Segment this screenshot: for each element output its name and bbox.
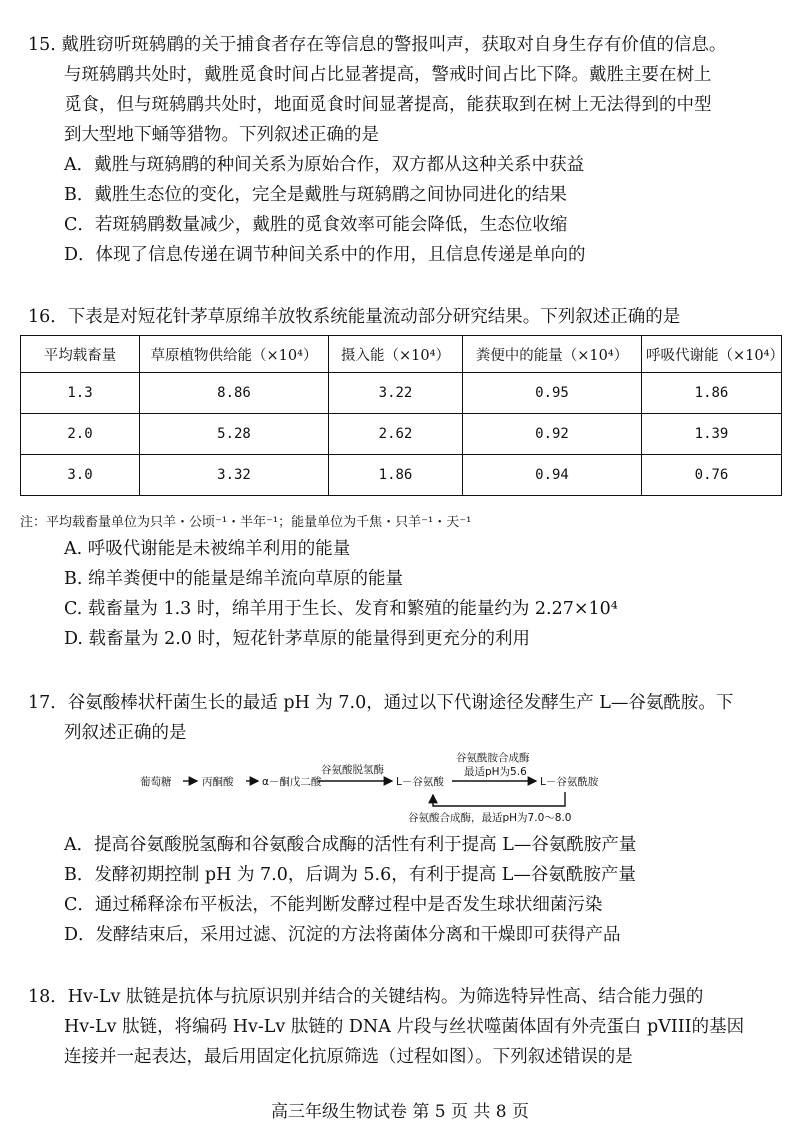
glucose-label: 葡萄糖 bbox=[140, 776, 172, 788]
table-header-cell: 粪便中的能量（×10⁴） bbox=[463, 336, 642, 373]
question-17 bbox=[28, 688, 780, 748]
q16-option-c: C. 载畜量为 1.3 时，绵羊用于生长、发育和繁殖的能量约为 2.27×10⁴ bbox=[64, 599, 618, 619]
q18-stem-line-1: 18．Hv-Lv 肽链是抗体与抗原识别并结合的关键结构。为筛选特异性高、结合能力强的 bbox=[28, 987, 704, 1007]
table-header-cell: 呼吸代谢能（×10⁴） bbox=[642, 336, 782, 373]
q16-options bbox=[28, 534, 780, 654]
enzyme-glu-synthase-label: 谷氨酸合成酶，最适pH为7.0～8.0 bbox=[408, 812, 572, 824]
q16-option-a: A. 呼吸代谢能是未被绵羊利用的能量 bbox=[64, 539, 351, 559]
page-footer: 高三年级生物试卷 第 5 页 共 8 页 bbox=[270, 1102, 530, 1122]
table-cell: 2.62 bbox=[329, 414, 463, 455]
table-header-cell: 草原植物供给能（×10⁴） bbox=[140, 336, 329, 373]
table-row bbox=[21, 414, 782, 455]
table-row bbox=[21, 455, 782, 496]
table-note: 注：平均载畜量单位为只羊・公顷⁻¹・半年⁻¹；能量单位为千焦・只羊⁻¹・天⁻¹ bbox=[20, 515, 472, 530]
q16-option-d: D. 载畜量为 2.0 时，短花针茅草原的能量得到更充分的利用 bbox=[64, 629, 530, 649]
table-header-cell: 平均载畜量 bbox=[21, 336, 140, 373]
q17-stem-line-1: 17．谷氨酸棒状杆菌生长的最适 pH 为 7.0，通过以下代谢途径发酵生产 L—谷氨酰胺。下 bbox=[28, 693, 734, 713]
q16-option-b: B. 绵羊粪便中的能量是绵羊流向草原的能量 bbox=[64, 569, 403, 589]
enzyme-gln-synthetase-label: 谷氨酰胺合成酶 bbox=[456, 752, 530, 764]
arrow-gln-glu-feedback bbox=[433, 792, 565, 806]
pyruvate-label: 丙酮酸 bbox=[202, 776, 234, 788]
table-cell: 3.22 bbox=[329, 373, 463, 414]
q16-stem: 16．下表是对短花针茅草原绵羊放牧系统能量流动部分研究结果。下列叙述正确的是 bbox=[28, 307, 681, 327]
table-header-cell: 摄入能（×10⁴） bbox=[329, 336, 463, 373]
table-cell: 0.95 bbox=[463, 373, 642, 414]
q15-option-a: A．戴胜与斑鸫鹛的种间关系为原始合作，双方都从这种关系中获益 bbox=[64, 155, 585, 175]
table-cell: 0.94 bbox=[463, 455, 642, 496]
q15-option-d: D．体现了信息传递在调节种间关系中的作用，且信息传递是单向的 bbox=[64, 245, 586, 265]
q15-option-c: C．若斑鸫鹛数量减少，戴胜的觅食效率可能会降低，生态位收缩 bbox=[64, 215, 568, 235]
table-cell: 1.3 bbox=[21, 373, 140, 414]
table-cell: 1.86 bbox=[329, 455, 463, 496]
table-cell: 1.39 bbox=[642, 414, 782, 455]
ph-56-label: 最适pH为5.6 bbox=[464, 766, 527, 778]
q15-stem-line-2: 与斑鸫鹛共处时，戴胜觅食时间占比显著提高，警戒时间占比下降。戴胜主要在树上 bbox=[64, 65, 712, 85]
table-cell: 3.32 bbox=[140, 455, 329, 496]
table-cell: 2.0 bbox=[21, 414, 140, 455]
q17-options bbox=[28, 830, 780, 950]
table-header-row bbox=[21, 336, 782, 373]
table-cell: 8.86 bbox=[140, 373, 329, 414]
q17-option-b: B．发酵初期控制 pH 为 7.0，后调为 5.6，有利于提高 L—谷氨酰胺产量 bbox=[64, 865, 636, 885]
table-cell: 0.92 bbox=[463, 414, 642, 455]
question-15 bbox=[28, 30, 780, 270]
enzyme-glu-dehydrogenase-label: 谷氨酸脱氢酶 bbox=[321, 764, 384, 776]
energy-flow-table bbox=[20, 335, 782, 496]
q17-option-d: D．发酵结束后，采用过滤、沉淀的方法将菌体分离和干燥即可获得产品 bbox=[64, 925, 621, 945]
gln-label: L－谷氨酰胺 bbox=[540, 776, 599, 788]
question-16 bbox=[28, 302, 780, 332]
table-cell: 5.28 bbox=[140, 414, 329, 455]
q17-option-c: C．通过稀释涂布平板法，不能判断发酵过程中是否发生球状细菌污染 bbox=[64, 895, 603, 915]
glu-label: L－谷氨酸 bbox=[396, 776, 444, 788]
table-cell: 3.0 bbox=[21, 455, 140, 496]
metabolic-pathway-diagram bbox=[140, 748, 660, 828]
akg-label: α－酮戊二酸 bbox=[262, 776, 322, 788]
q18-stem-line-3: 连接并一起表达，最后用固定化抗原筛选（过程如图）。下列叙述错误的是 bbox=[64, 1047, 633, 1067]
table-cell: 1.86 bbox=[642, 373, 782, 414]
q15-stem-line-3: 觅食，但与斑鸫鹛共处时，地面觅食时间显著提高，能获取到在树上无法得到的中型 bbox=[64, 95, 712, 115]
q15-stem-line-4: 到大型地下蛹等猎物。下列叙述正确的是 bbox=[64, 125, 379, 145]
q17-option-a: A．提高谷氨酸脱氢酶和谷氨酸合成酶的活性有利于提高 L—谷氨酰胺产量 bbox=[64, 835, 637, 855]
q15-stem-line-1: 15. 戴胜窃听斑鸫鹛的关于捕食者存在等信息的警报叫声，获取对自身生存有价值的信息。 bbox=[28, 35, 727, 55]
question-18 bbox=[28, 982, 780, 1072]
table-row bbox=[21, 373, 782, 414]
q18-stem-line-2: Hv-Lv 肽链，将编码 Hv-Lv 肽链的 DNA 片段与丝状噬菌体固有外壳蛋白 pVIII的基因 bbox=[64, 1017, 745, 1037]
q17-stem-line-2: 列叙述正确的是 bbox=[64, 723, 187, 743]
q15-option-b: B．戴胜生态位的变化，完全是戴胜与斑鸫鹛之间协同进化的结果 bbox=[64, 185, 567, 205]
table-cell: 0.76 bbox=[642, 455, 782, 496]
